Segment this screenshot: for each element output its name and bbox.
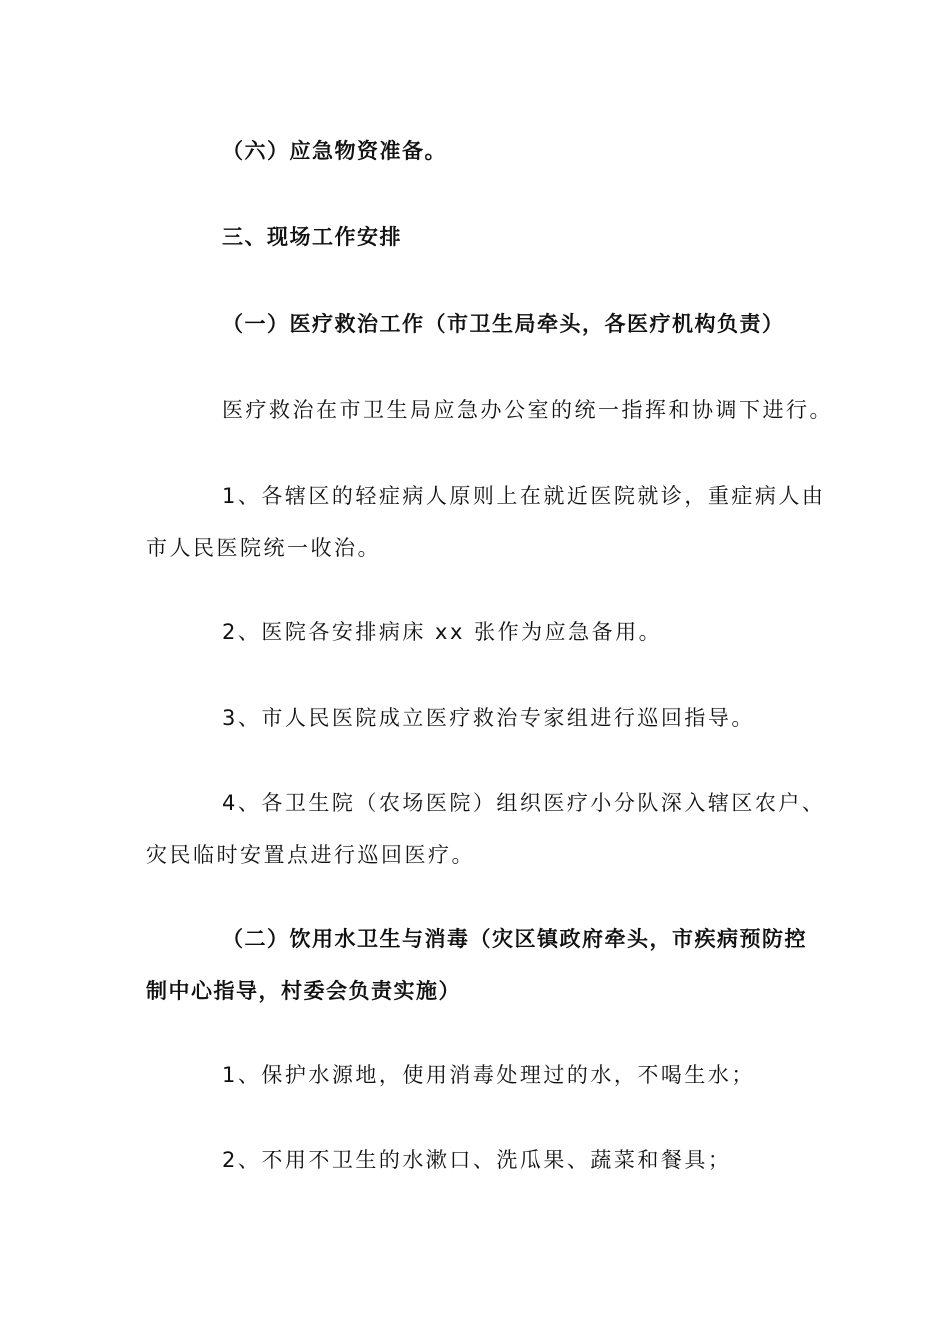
- water-item-1: 1、保护水源地，使用消毒处理过的水，不喝生水；: [222, 1063, 755, 1087]
- list-item-4-line-1: 4、各卫生院（农场医院）组织医疗小分队深入辖区农户、: [222, 791, 826, 815]
- paragraph-medical-intro: 医疗救治在市卫生局应急办公室的统一指挥和协调下进行。: [222, 398, 833, 422]
- water-item-2: 2、不用不卫生的水漱口、洗瓜果、蔬菜和餐具；: [222, 1148, 732, 1172]
- heading-water-hygiene-line-2: 制中心指导，村委会负责实施）: [146, 979, 461, 1003]
- list-item-3: 3、市人民医院成立医疗救治专家组进行巡回指导。: [222, 706, 755, 730]
- heading-emergency-supplies: （六）应急物资准备。: [222, 139, 447, 163]
- section-heading-onsite-work: 三、现场工作安排: [222, 225, 402, 249]
- list-item-2: 2、医院各安排病床 xx 张作为应急备用。: [222, 620, 663, 644]
- list-item-1-line-2: 市人民医院统一收治。: [146, 536, 381, 560]
- heading-water-hygiene-line-1: （二）饮用水卫生与消毒（灾区镇政府牵头，市疾病预防控: [222, 927, 807, 951]
- list-item-1-line-1: 1、各辖区的轻症病人原则上在就近医院就诊，重症病人由: [222, 484, 826, 508]
- heading-medical-treatment: （一）医疗救治工作（市卫生局牵头，各医疗机构负责）: [222, 312, 785, 336]
- list-item-4-line-2: 灾民临时安置点进行巡回医疗。: [146, 843, 475, 867]
